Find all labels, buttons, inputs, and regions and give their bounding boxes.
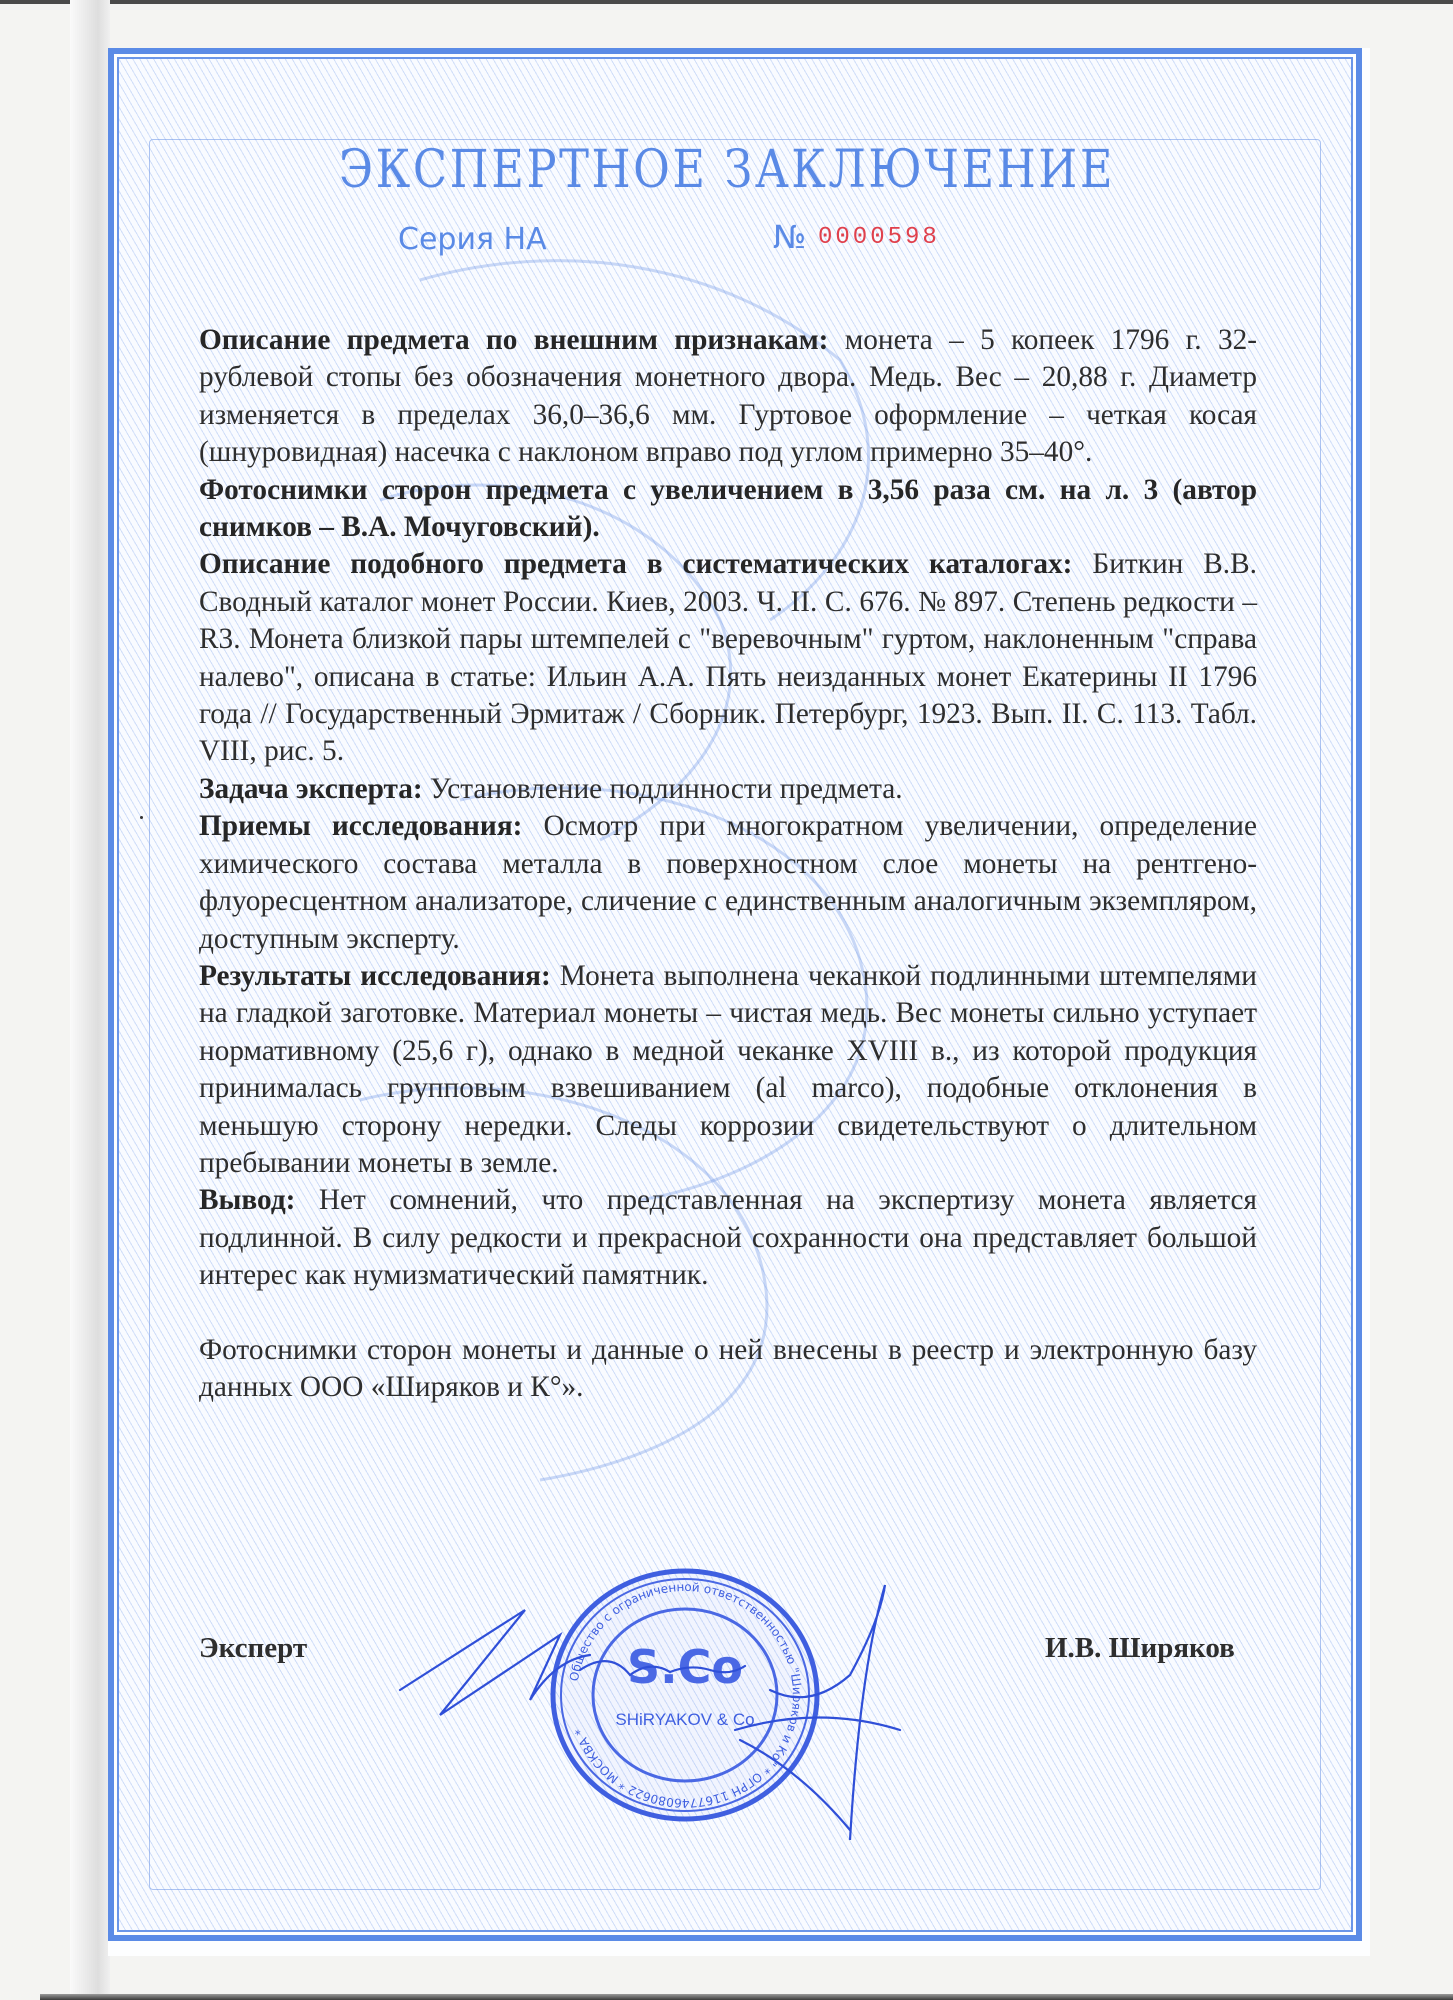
section-label: Приемы исследования: [199, 810, 523, 843]
section-task [199, 771, 1257, 808]
document-title: ЭКСПЕРТНОЕ ЗАКЛЮЧЕНИЕ [338, 140, 1116, 200]
section-label: Вывод: [199, 1184, 296, 1217]
document-number: 0000598 [818, 224, 940, 251]
scan-edge-bottom [40, 1994, 1453, 2000]
binding-shadow [70, 0, 110, 2000]
section-methods [199, 808, 1257, 958]
section-text: Монета выполнена чеканкой подлинными штемпелями на гладкой заготовке. Материал монеты – чистая медь. Вес монеты сильно уступает нормативному (25,6 г), однако в медной чеканке XVIII в., из которой продукция принималась групповым взвешиванием (al marco), подобные отклонения в меньшую сторону нередки. Следы коррозии свидетельствуют о длительном пребывании монеты в земле. [199, 959, 1257, 1179]
scan-edge-top [0, 0, 1453, 4]
section-label: Задача эксперта: [199, 772, 423, 805]
section-conclusion [199, 1182, 1257, 1294]
spacer [199, 1295, 1257, 1332]
handwritten-signature [380, 1580, 980, 1840]
signature-stroke [770, 1585, 885, 1840]
section-text: Нет сомнений, что представленная на экспертизу монета является подлинной. В силу редкости и прекрасной сохранности она представляет большой интерес как нумизматический памятник. [199, 1184, 1257, 1292]
section-catalogs [199, 546, 1257, 770]
seal-center-text: SHiRYAKOV & Co [615, 1710, 755, 1729]
expert-name: И.В. Ширяков [1045, 1632, 1235, 1664]
seal-ring-text: Общество с ограниченной ответственностью "Ширяков и Ко" * ОГРН 1167746080622 * МОСКВА * [566, 1579, 805, 1811]
series-label: Серия НА [398, 222, 547, 257]
section-text: Установление подлинности предмета. [422, 772, 903, 805]
signature-stroke [580, 1661, 745, 1675]
section-photos [199, 472, 1257, 547]
signature-stroke [735, 1718, 900, 1731]
expert-role-label: Эксперт [199, 1632, 308, 1664]
section-label: Описание предмета по внешним признакам: [199, 324, 829, 356]
certificate-body [199, 322, 1257, 1406]
section-text: Биткин В.В. Сводный каталог монет России. Киев, 2003. Ч. II. С. 676. № 897. Степень редкости – R3. Монета близкой пары штемпелей с "веревочным" гуртом, наклоненным "справа налево", описана в статье: Ильин А.А. Пять неизданных монет Екатерины II 1796 года // Государственный Эрмитаж / Сборник. Петербург, 1923. Вып. II. С. 113. Табл. VIII, рис. 5. [199, 548, 1258, 768]
section-text: Осмотр при многократном увеличении, определение химического состава металла в поверхностном слое монеты на рентгено-флуоресцентном анализаторе, сличение с единственным аналогичным экземпляром, доступным эксперту. [199, 810, 1257, 955]
signature-stroke [400, 1610, 590, 1715]
registry-note: Фотоснимки сторон монеты и данные о ней внесены в реестр и электронную базу данных ООО «Ширяков и К°». [199, 1333, 1257, 1403]
section-label: Описание подобного предмета в систематических каталогах: [199, 548, 1073, 581]
section-results [199, 958, 1257, 1182]
section-label: Результаты исследования: [199, 959, 551, 992]
number-sign: № [773, 218, 807, 256]
signature-stroke [740, 1740, 850, 1830]
section-label: Фотоснимки сторон предмета с увеличением в 3,56 раза см. на л. 3 (автор снимков – В.А. Мочуговский). [199, 473, 1257, 544]
seal-logo: S.Co [627, 1640, 743, 1694]
scan-speck [140, 816, 143, 819]
section-text: монета – 5 копеек 1796 г. 32-рублевой стопы без обозначения монетного двора. Медь. Вес – 20,88 г. Диаметр изменяется в пределах 36,0–36,6 мм. Гуртовое оформление – четкая косая (шнуровидная) насечка с наклоном вправо под углом примерно 35–40°. [199, 324, 1257, 469]
section-description [199, 322, 1257, 472]
